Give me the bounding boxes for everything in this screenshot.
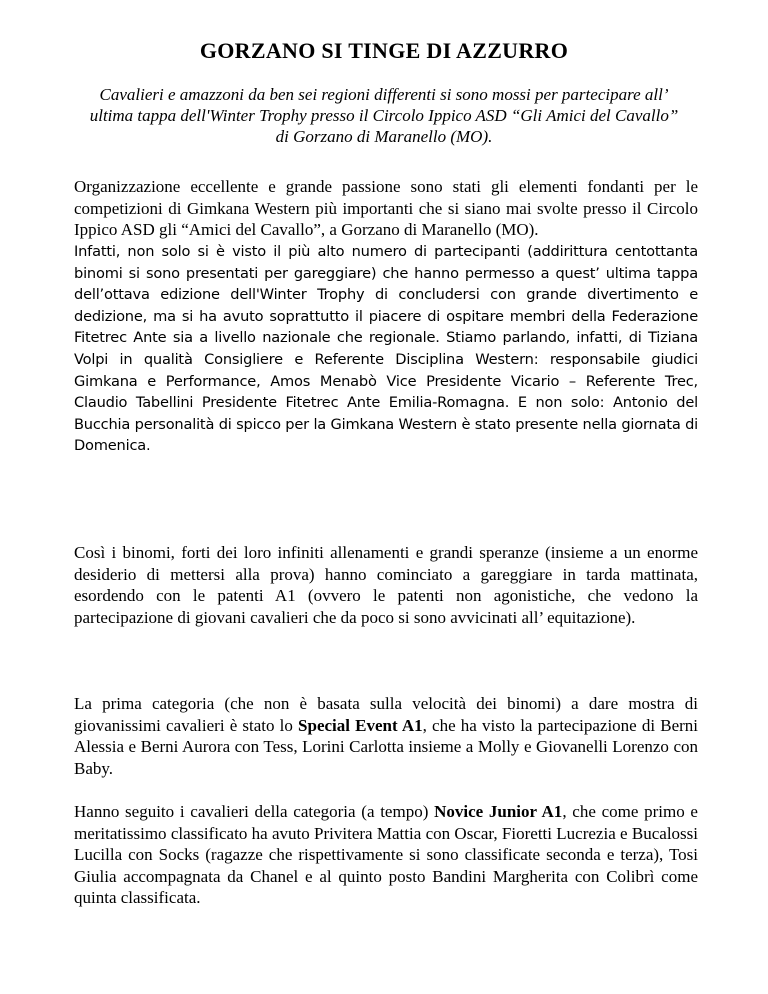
paragraph-special-event xyxy=(74,693,698,779)
article-subtitle: Cavalieri e amazzoni da ben sei regioni differenti si sono mossi per partecipare all’ ultima tappa dell'Winter Trophy presso il Circolo Ippico ASD “Gli Amici del Cavallo” di Gorzano di Maranello (MO). xyxy=(89,85,679,146)
paragraph-participants: Infatti, non solo si è visto il più alto numero di partecipanti (addirittura centottanta binomi si sono presentati per gareggiare) che hanno permesso a quest’ ultima tappa dell’ottava edizione dell'Winter Trophy di concludersi con grande divertimento e dedizione, ma si ha avuto soprattutto il piacere di ospitare membri della Federazione Fitetrec Ante sia a livello nazionale che regionale. Stiamo parlando, infatti, di Tiziana Volpi in qualità Consigliere e Referente Disciplina Western: responsabile giudici Gimkana e Performance, Amos Menabò Vice Presidente Vicario – Referente Trec, Claudio Tabellini Presidente Fitetrec Ante Emilia-Romagna. E non solo: Antonio del Bucchia personalità di spicco per la Gimkana Western è stato presente nella giornata di Domenica. xyxy=(74,243,698,455)
category-name: Novice Junior A1 xyxy=(434,802,563,821)
paragraph-intro: Organizzazione eccellente e grande passione sono stati gli elementi fondanti per le competizioni di Gimkana Western più importanti che si siano mai svolte presso il Circolo Ippico ASD gli “Amici del Cavallo”, a Gorzano di Maranello (MO). xyxy=(74,177,698,239)
paragraph-start: Così i binomi, forti dei loro infiniti allenamenti e grandi speranze (insieme a un enorme desiderio di mettersi alla prova) hanno cominciato a gareggiare in tarda mattinata, esordendo con le patenti A1 (ovvero le patenti non agonistiche, che vedono la partecipazione di giovani cavalieri che da poco si sono avvicinati all’ equitazione). xyxy=(74,543,698,627)
paragraph-novice-junior xyxy=(74,801,698,909)
paragraph-text: La prima categoria (che non è basata sulla velocità dei binomi) a dare mostra di giovanissimi cavalieri è stato lo xyxy=(74,694,698,735)
paragraph-text: , che come primo e meritatissimo classificato ha avuto Privitera Mattia con Oscar, Fioretti Lucrezia e Bucalossi Lucilla con Socks (ragazze che rispettivamente si sono classificate seconda e terza), Tosi Giulia accompagnata da Chanel e al quinto posto Bandini Margherita con Colibrì come quinta classificata. xyxy=(74,802,698,907)
paragraph-text: Hanno seguito i cavalieri della categoria (a tempo) xyxy=(74,802,435,821)
article-title: GORZANO SI TINGE DI AZZURRO xyxy=(199,38,569,63)
paragraph-text: , che ha visto la partecipazione di Berni Alessia e Berni Aurora con Tess, Lorini Carlotta insieme a Molly e Giovanelli Lorenzo con Baby. xyxy=(74,715,699,778)
category-name: Special Event A1 xyxy=(298,715,423,735)
